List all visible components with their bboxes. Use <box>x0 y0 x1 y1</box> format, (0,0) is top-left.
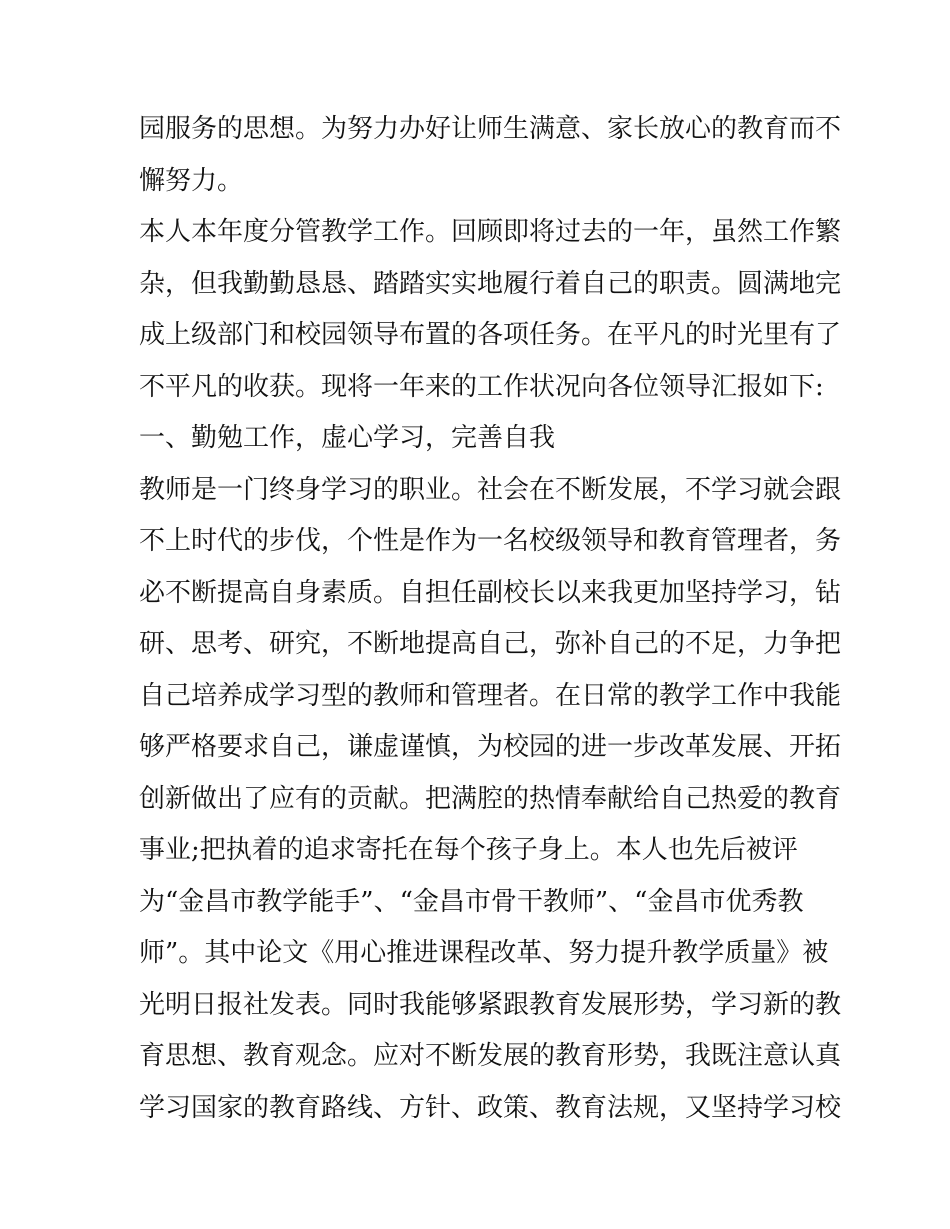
text-line: 必不断提高自身素质。自担任副校长以来我更加坚持学习，钻 <box>139 577 842 608</box>
text-line: 自己培养成学习型的教师和管理者。在日常的教学工作中我能 <box>139 680 842 711</box>
text-line: 不平凡的收获。现将一年来的工作状况向各位领导汇报如下: <box>139 371 824 402</box>
text-line: 杂，但我勤勤恳恳、踏踏实实地履行着自己的职责。圆满地完 <box>139 268 842 299</box>
text-line: 创新做出了应有的贡献。把满腔的热情奉献给自己热爱的教育 <box>139 783 842 814</box>
text-line: 教师是一门终身学习的职业。社会在不断发展，不学习就会跟 <box>139 474 842 505</box>
text-line: 事业;把执着的追求寄托在每个孩子身上。本人也先后被评 <box>139 835 798 865</box>
text-line: 本人本年度分管教学工作。回顾即将过去的一年，虽然工作繁 <box>139 217 842 247</box>
text-line: 园服务的思想。为努力办好让师生满意、家长放心的教育而不 <box>139 114 842 144</box>
text-line: 为“金昌市教学能手”、“金昌市骨干教师”、“金昌市优秀教 <box>139 886 804 917</box>
text-line: 成上级部门和校园领导布置的各项任务。在平凡的时光里有了 <box>139 320 842 350</box>
text-line: 师”。其中论文《用心推进课程改革、努力提升教学质量》被 <box>139 938 829 968</box>
text-line: 懈努力。 <box>139 165 244 196</box>
text-line: 研、思考、研究，不断地提高自己，弥补自己的不足，力争把 <box>139 629 842 659</box>
section-heading: 一、勤勉工作，虚心学习，完善自我 <box>139 423 556 453</box>
document-body <box>139 104 842 1134</box>
text-line: 够严格要求自己，谦虚谨慎，为校园的进一步改革发展、开拓 <box>139 732 842 762</box>
text-line: 育思想、教育观念。应对不断发展的教育形势，我既注意认真 <box>139 1041 842 1071</box>
text-line: 学习国家的教育路线、方针、政策、教育法规，又坚持学习校 <box>139 1092 842 1123</box>
text-line: 不上时代的步伐，个性是作为一名校级领导和教育管理者，务 <box>139 526 842 556</box>
text-line: 光明日报社发表。同时我能够紧跟教育发展形势，学习新的教 <box>139 989 842 1020</box>
